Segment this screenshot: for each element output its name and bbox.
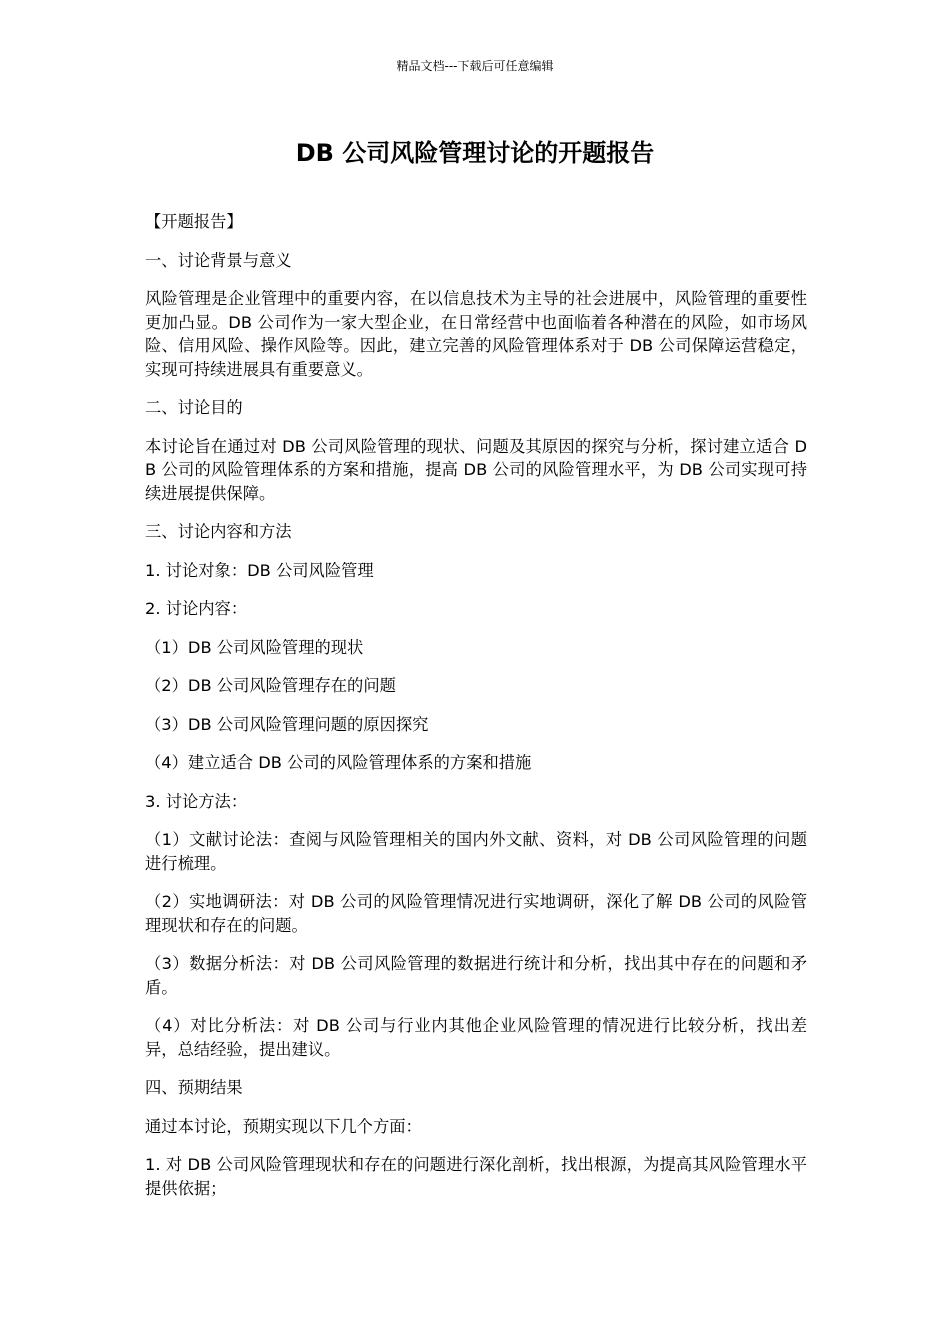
section-heading-expected-results: 四、预期结果 <box>145 1078 243 1097</box>
body-paragraph: 风险管理是企业管理中的重要内容，在以信息技术为主导的社会进展中，风险管理的重要性更加凸显。DB 公司作为一家大型企业，在日常经营中也面临着各种潜在的风险，如市场风险、信用风险、操作风险等。因此，建立完善的风险管理体系对于 DB 公司保障运营稳定，实现可持续进展具有重要意义。 <box>145 289 807 379</box>
section-heading-content-methods: 三、讨论内容和方法 <box>145 522 292 541</box>
list-item: （4）建立适合 DB 公司的风险管理体系的方案和措施 <box>145 753 532 772</box>
list-item: （2）DB 公司风险管理存在的问题 <box>145 676 396 695</box>
document-title: DB 公司风险管理讨论的开题报告 <box>295 139 655 167</box>
page-header: 精品文档---下载后可任意编辑 <box>396 59 554 73</box>
list-item: （4）对比分析法：对 DB 公司与行业内其他企业风险管理的情况进行比较分析，找出差异，总结经验，提出建议。 <box>145 1016 807 1059</box>
list-item: 1. 对 DB 公司风险管理现状和存在的问题进行深化剖析，找出根源，为提高其风险管理水平提供依据； <box>145 1155 807 1198</box>
list-item: （1）DB 公司风险管理的现状 <box>145 637 364 657</box>
list-item: 2. 讨论内容： <box>145 599 248 618</box>
body-paragraph: 通过本讨论，预期实现以下几个方面： <box>145 1116 422 1136</box>
section-heading-background: 一、讨论背景与意义 <box>145 250 292 270</box>
section-label-report: 【开题报告】 <box>145 212 243 231</box>
list-item: （1）文献讨论法：查阅与风险管理相关的国内外文献、资料，对 DB 公司风险管理的问题进行梳理。 <box>145 830 807 873</box>
list-item: （2）实地调研法：对 DB 公司的风险管理情况进行实地调研，深化了解 DB 公司的风险管理现状和存在的问题。 <box>145 892 807 935</box>
list-item: （3）数据分析法：对 DB 公司风险管理的数据进行统计和分析，找出其中存在的问题和矛盾。 <box>145 954 807 997</box>
list-item: 3. 讨论方法： <box>145 791 248 811</box>
document-body <box>145 210 807 1215</box>
list-item: （3）DB 公司风险管理问题的原因探究 <box>145 714 429 734</box>
body-paragraph: 本讨论旨在通过对 DB 公司风险管理的现状、问题及其原因的探究与分析，探讨建立适合 DB 公司的风险管理体系的方案和措施，提高 DB 公司的风险管理水平，为 DB 公司实现可持续进展提供保障。 <box>145 436 807 503</box>
section-heading-purpose: 二、讨论目的 <box>145 398 243 417</box>
list-item: 1. 讨论对象：DB 公司风险管理 <box>145 560 374 580</box>
